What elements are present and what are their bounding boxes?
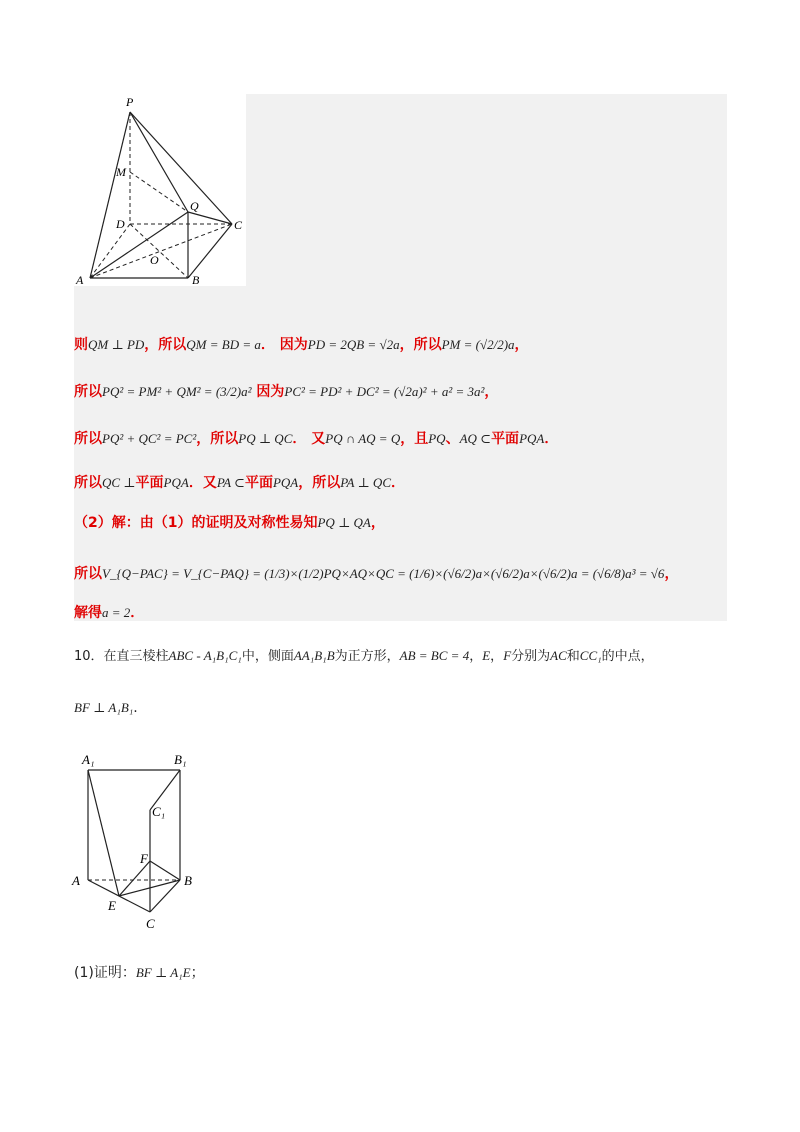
solution-line-5: （2）解：由（1）的证明及对称性易知PQ ⊥ QA， bbox=[74, 515, 385, 531]
solution-line-6: 所以V_{Q−PAC} = V_{C−PAQ} = (1/3)×(1/2)PQ×AQ×QC = (1/6)×(√6/2)a×(√6/2)a×(√6/2)a = (√6/8)a³ = √6， bbox=[74, 566, 679, 582]
label-A: A bbox=[76, 273, 84, 286]
label-M: M bbox=[116, 165, 126, 179]
problem-10-condition: BF ⊥ A₁B₁. bbox=[74, 700, 138, 716]
label-F: F bbox=[140, 851, 148, 866]
label-Q: Q bbox=[190, 199, 199, 213]
label-C-prism: C bbox=[146, 916, 155, 931]
label-O: O bbox=[150, 253, 159, 267]
label-E: E bbox=[108, 898, 116, 913]
label-P: P bbox=[126, 95, 134, 109]
pyramid-figure bbox=[70, 94, 246, 286]
solution-line-3: 所以PQ² + QC² = PC²，所以PQ ⊥ QC． 又PQ ∩ AQ = Q，且PQ、AQ ⊂平面PQA． bbox=[74, 431, 559, 447]
solution-line-7: 解得a = 2． bbox=[74, 605, 145, 621]
label-C1: C₁ bbox=[152, 804, 166, 819]
label-B: B bbox=[192, 273, 200, 286]
label-A1: A₁ bbox=[82, 752, 95, 767]
label-A-prism: A bbox=[72, 873, 80, 888]
label-B1: B₁ bbox=[174, 752, 187, 767]
solution-line-4: 所以QC ⊥平面PQA．又PA ⊂平面PQA，所以PA ⊥ QC． bbox=[74, 475, 405, 491]
solution-line-1: 则QM ⊥ PD，所以QM = BD = a． 因为PD = 2QB = √2a，所以PM = (√2/2)a， bbox=[74, 337, 529, 353]
prism-figure bbox=[70, 750, 210, 940]
label-C: C bbox=[234, 218, 243, 232]
solution-line-2: 所以PQ² = PM² + QM² = (3/2)a² 因为PC² = PD² + DC² = (√2a)² + a² = 3a²， bbox=[74, 384, 499, 400]
problem-10-statement: 10．在直三棱柱ABC - A₁B₁C₁中，侧面AA₁B₁B为正方形，AB = BC = 4，E，F分别为AC和CC₁的中点， bbox=[74, 648, 654, 664]
label-B-prism: B bbox=[184, 873, 192, 888]
label-D: D bbox=[116, 217, 125, 231]
part-1-prompt: (1)证明：BF ⊥ A₁E； bbox=[74, 965, 205, 981]
